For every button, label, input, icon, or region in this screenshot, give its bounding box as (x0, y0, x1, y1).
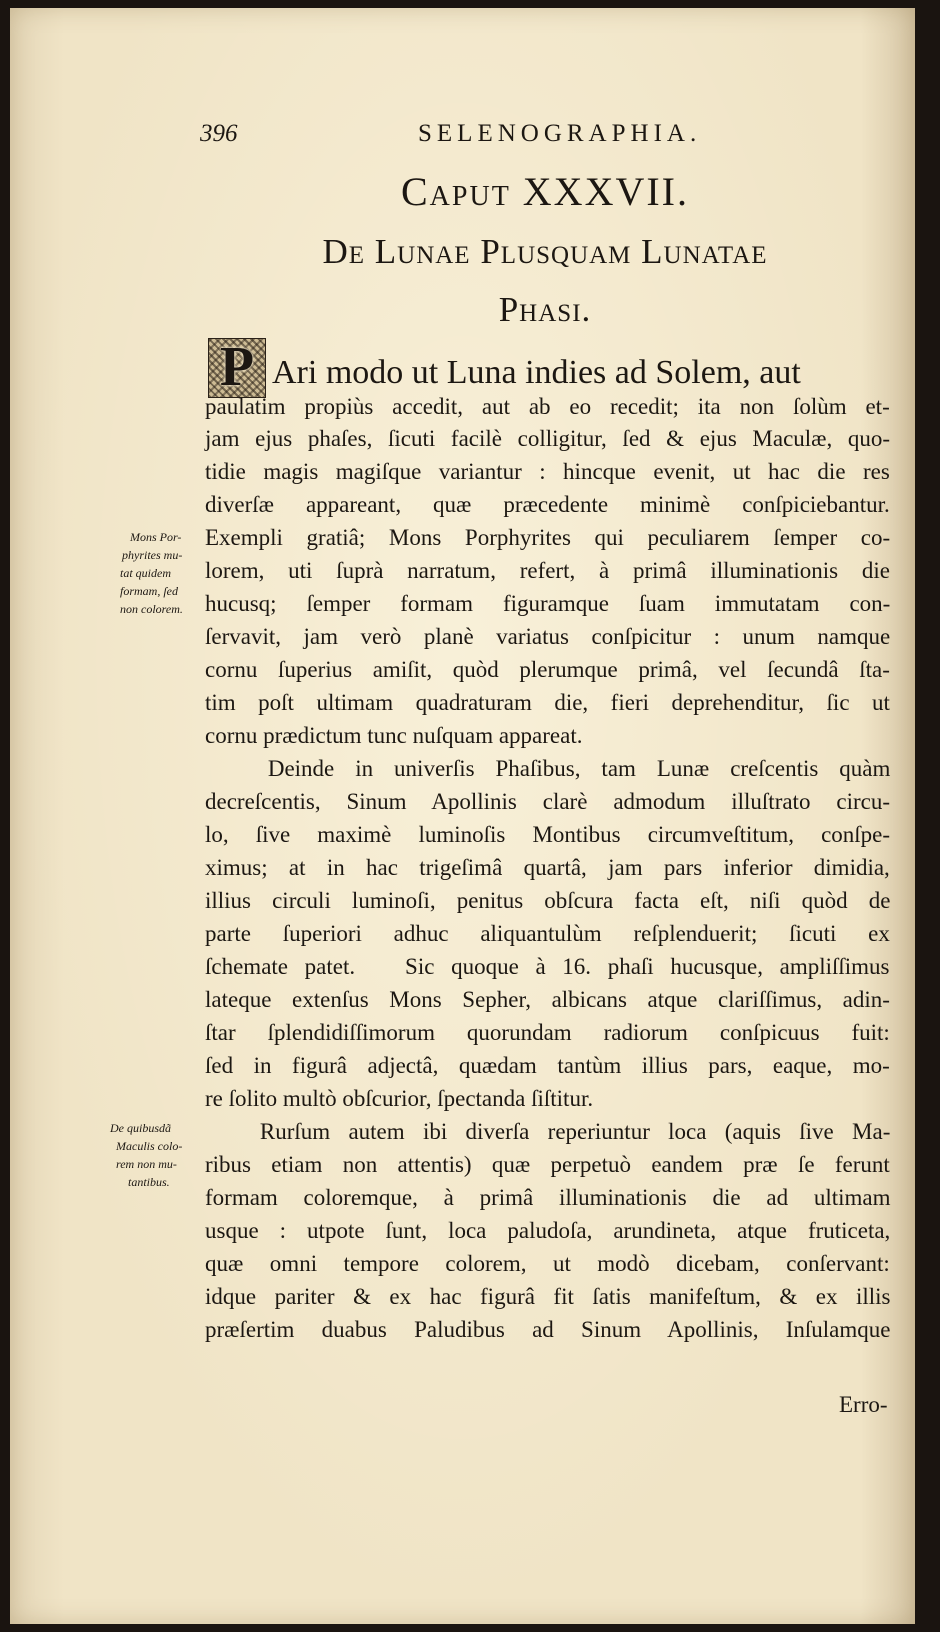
marginal-note-line: tantibus. (128, 1175, 170, 1189)
text-line: hucusq; ſemper formam figuramque ſuam immutatam con- (205, 591, 891, 616)
catchword: Erro- (839, 1392, 888, 1417)
text-line: lo, ſive maximè luminoſis Montibus circumveſtitum, conſpe- (205, 822, 891, 847)
chapter-heading: Caput XXXVII. (401, 169, 689, 214)
book-page (10, 8, 915, 1624)
marginal-note-line: Mons Por- (130, 530, 182, 544)
marginal-note-line: De quibusdã (110, 1121, 171, 1135)
marginal-note-line: phyrites mu- (122, 548, 183, 562)
marginal-note-line: rem non mu- (116, 1157, 177, 1171)
first-text-line: Ari modo ut Luna indies ad Solem, aut (272, 354, 801, 391)
text-line: illius circuli luminoſi, penitus obſcura facta eſt, niſi quòd de (205, 888, 891, 913)
text-line: Exempli gratiâ; Mons Porphyrites qui peculiarem ſemper co- (205, 525, 891, 550)
marginal-note-line: formam, ſed (120, 584, 178, 598)
text-line: Deinde in univerſis Phaſibus, tam Lunæ creſcentis quàm (205, 756, 891, 781)
text-line: lateque extenſus Mons Sepher, albicans atque clariſſimus, adin- (205, 987, 890, 1012)
text-line: re ſolito multò obſcurior, ſpectanda ſiſtitur. (205, 1086, 594, 1111)
text-line: parte ſuperiori adhuc aliquantulùm reſplenduerit; ſicuti ex (205, 921, 890, 946)
text-line: usque : utpote ſunt, loca paludoſa, arundineta, atque fruticeta, (205, 1218, 891, 1243)
page-number: 396 (200, 120, 238, 147)
text-line: tidie magis magiſque variantur : hincque evenit, ut hac die res (205, 459, 890, 484)
text-line: præſertim duabus Paludibus ad Sinum Apollinis, Inſulamque (205, 1317, 891, 1342)
text-line: Rurſum autem ibi diverſa reperiuntur loca (aquis ſive Ma- (205, 1119, 891, 1144)
text-line: decreſcentis, Sinum Apollinis clarè admodum illuſtrato circu- (205, 789, 890, 814)
decorated-initial (208, 338, 266, 398)
text-line: ribus etiam non attentis) quæ perpetuò eandem præ ſe ferunt (205, 1152, 890, 1177)
text-line: cornu prædictum tunc nuſquam appareat. (205, 723, 583, 748)
chapter-title-line-1: De Lunae Plusquam Lunatae (322, 232, 768, 271)
running-title: SELENOGRAPHIA. (418, 120, 702, 147)
text-line: ſed in figurâ adjectâ, quædam tantùm illius pars, eaque, mo- (205, 1053, 890, 1078)
marginal-note-line: non colorem. (120, 602, 183, 616)
text-line: ſchemate patet. Sic quoque à 16. phaſi hucusque, ampliſſimus (205, 954, 890, 979)
initial-letter: P (219, 336, 255, 398)
text-line: jam ejus phaſes, ſicuti facilè colligitur, ſed & ejus Maculæ, quo- (205, 426, 891, 451)
text-line: idque pariter & ex hac figurâ fit ſatis manifeſtum, & ex illis (205, 1284, 891, 1309)
text-line: ximus; at in hac trigeſimâ quartâ, jam pars inferior dimidia, (205, 855, 890, 880)
text-line: formam coloremque, à primâ illuminationis die ad ultimam (205, 1185, 891, 1210)
marginal-note-line: Maculis colo- (116, 1139, 183, 1153)
chapter-title-line-2: Phasi. (498, 290, 592, 329)
text-line: ſervavit, jam verò planè variatus conſpicitur : unum namque (205, 624, 891, 649)
marginal-note-line: tat quidem (120, 566, 171, 580)
text-line: cornu ſuperius amiſit, quòd plerumque primâ, vel ſecundâ ſta- (205, 657, 890, 682)
text-line: ſtar ſplendidiſſimorum quorundam radiorum conſpicuus fuit: (205, 1020, 890, 1045)
text-line: paulatim propiùs accedit, aut ab eo recedit; ita non ſolùm et- (205, 394, 890, 419)
text-line: tim poſt ultimam quadraturam die, fieri deprehenditur, ſic ut (205, 690, 890, 715)
text-line: quæ omni tempore colorem, ut modò dicebam, conſervant: (205, 1251, 890, 1276)
text-line: lorem, uti ſuprà narratum, refert, à primâ illuminationis die (205, 558, 890, 583)
text-line: diverſæ appareant, quæ præcedente minimè conſpiciebantur. (205, 492, 890, 517)
